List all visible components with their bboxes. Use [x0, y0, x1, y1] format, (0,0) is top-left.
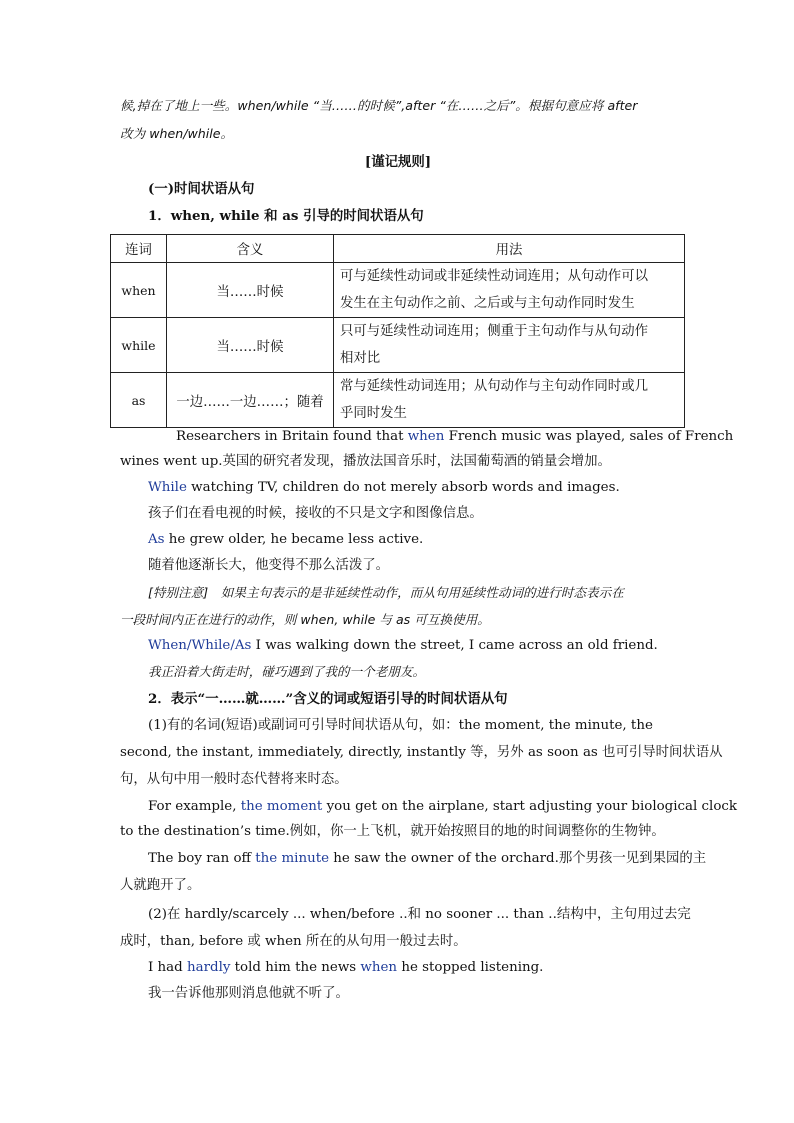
cell-conj: while: [111, 318, 167, 373]
intro-line-1: 候,掉在了地上一些。when/while “当……的时候”,after “在……之后”。根据句意应将 after: [120, 98, 638, 113]
example-7-translation: 我一告诉他那则消息他就不听了。: [148, 986, 349, 1001]
example-3: As he grew older, he became less active.: [148, 532, 424, 547]
conjunction-table: [110, 234, 685, 428]
table-row: [111, 318, 685, 373]
example-5: For example, the moment you get on the airplane, start adjusting your biological clock: [148, 799, 738, 814]
subsection-title: (一)时间状语从句: [148, 181, 255, 197]
p2b-line-2: 成时，than, before 或 when 所在的从句用一般过去时。: [120, 934, 467, 949]
header-meaning: 含义: [167, 235, 334, 263]
note-line-2: 一段时间内正在进行的动作，则 when, while 与 as 可互换使用。: [120, 612, 490, 627]
table-header-row: [111, 235, 685, 263]
cell-usage: 只可与延续性动词连用；侧重于主句动作与从句动作 相对比: [334, 318, 685, 373]
cell-meaning: 当……时候: [167, 263, 334, 318]
example-1-cont: wines went up.英国的研究者发现，播放法国音乐时，法国葡萄酒的销量会增加。: [120, 454, 611, 469]
point-1-title: 1．when, while 和 as 引导的时间状语从句: [148, 208, 424, 224]
example-5-cont: to the destination’s time.例如，你一上飞机，就开始按照目的地的时间调整你的生物钟。: [120, 824, 665, 839]
example-2: While watching TV, children do not merely absorb words and images.: [148, 480, 620, 495]
example-3-translation: 随着他逐渐长大，他变得不那么活泼了。: [148, 558, 390, 573]
cell-conj: when: [111, 263, 167, 318]
example-2-translation: 孩子们在看电视的时候，接收的不只是文字和图像信息。: [148, 506, 483, 521]
intro-line-2: 改为 when/while。: [120, 126, 234, 141]
table-row: [111, 373, 685, 428]
note-line-1: [特别注意] 如果主句表示的是非延续性动作，而从句用延续性动词的进行时态表示在: [148, 585, 624, 600]
p2a-line-2: second, the instant, immediately, directly, instantly 等，另外 as soon as 也可引导时间状语从: [120, 745, 723, 760]
example-4-translation: 我正沿着大街走时，碰巧遇到了我的一个老朋友。: [148, 664, 426, 679]
example-6: The boy ran off the minute he saw the owner of the orchard.那个男孩一见到果园的主: [148, 851, 707, 866]
example-4: When/While/As I was walking down the street, I came across an old friend.: [148, 638, 658, 653]
p2b-line-1: (2)在 hardly/scarcely ... when/before ..和 no sooner ... than ..结构中，主句用过去完: [148, 907, 691, 922]
table-row: [111, 263, 685, 318]
example-7: I had hardly told him the news when he stopped listening.: [148, 960, 544, 975]
cell-usage: 可与延续性动词或非延续性动词连用；从句动作可以 发生在主句动作之前、之后或与主句动作同时发生: [334, 263, 685, 318]
example-1: Researchers in Britain found that when French music was played, sales of French: [176, 429, 734, 444]
section-title: [谨记规则]: [364, 154, 432, 170]
cell-usage: 常与延续性动词连用；从句动作与主句动作同时或几 乎同时发生: [334, 373, 685, 428]
header-usage: 用法: [334, 235, 685, 263]
p2a-line-3: 句，从句中用一般时态代替将来时态。: [120, 772, 348, 787]
example-6-cont: 人就跑开了。: [120, 878, 201, 893]
point-2-title: 2．表示“一……就……”含义的词或短语引导的时间状语从句: [148, 691, 508, 707]
cell-meaning: 当……时候: [167, 318, 334, 373]
cell-conj: as: [111, 373, 167, 428]
header-conj: 连词: [111, 235, 167, 263]
p2a-line-1: (1)有的名词(短语)或副词可引导时间状语从句，如：the moment, the minute, the: [148, 718, 653, 733]
cell-meaning: 一边……一边……；随着: [167, 373, 334, 428]
